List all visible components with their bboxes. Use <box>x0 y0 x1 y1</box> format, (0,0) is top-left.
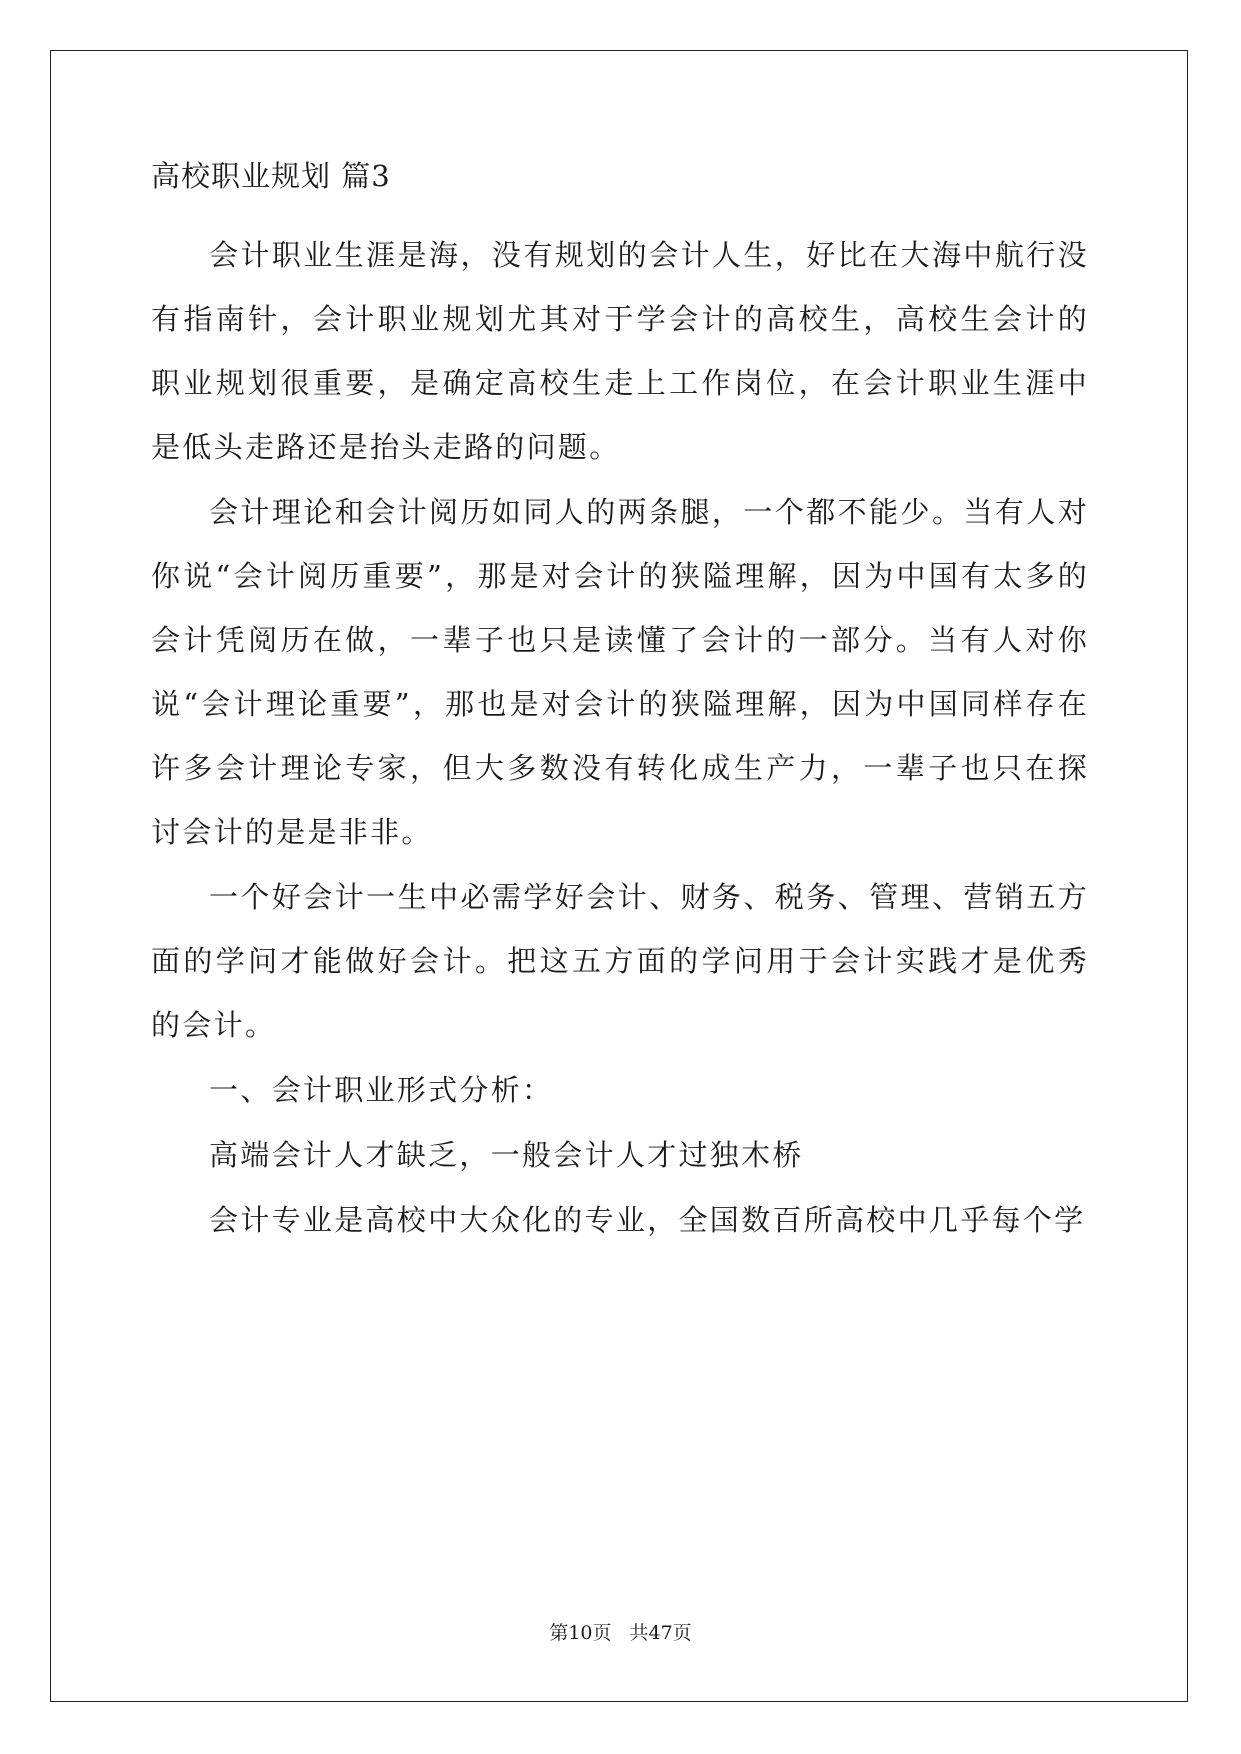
page-total: 共47页 <box>629 1622 692 1644</box>
paragraph: 一个好会计一生中必需学好会计、财务、税务、管理、营销五方面的学问才能做好会计。把这五方面的学问用于会计实践才是优秀的会计。 <box>151 880 1089 1042</box>
section-heading: 高校职业规划 篇3 <box>151 159 391 193</box>
paragraph: 高端会计人才缺乏，一般会计人才过独木桥 <box>209 1138 804 1172</box>
document-body <box>151 158 1089 1252</box>
paragraph: 会计专业是高校中大众化的专业，全国数百所高校中几乎每个学 <box>209 1203 1086 1237</box>
page-number: 第10页 <box>549 1622 612 1644</box>
paragraph: 会计理论和会计阅历如同人的两条腿，一个都不能少。当有人对你说“会计阅历重要”，那是对会计的狭隘理解，因为中国有太多的会计凭阅历在做，一辈子也只是读懂了会计的一部分。当有人对你说“会计理论重要”，那也是对会计的狭隘理解，因为中国同样存在许多会计理论专家，但大多数没有转化成生产力，一辈子也只在探讨会计的是是非非。 <box>151 495 1089 849</box>
paragraph: 一、会计职业形式分析： <box>209 1073 554 1107</box>
page-footer <box>0 1621 1241 1645</box>
paragraph: 会计职业生涯是海，没有规划的会计人生，好比在大海中航行没有指南针，会计职业规划尤其对于学会计的高校生，高校生会计的职业规划很重要，是确定高校生走上工作岗位，在会计职业生涯中是低头走路还是抬头走路的问题。 <box>151 238 1089 464</box>
